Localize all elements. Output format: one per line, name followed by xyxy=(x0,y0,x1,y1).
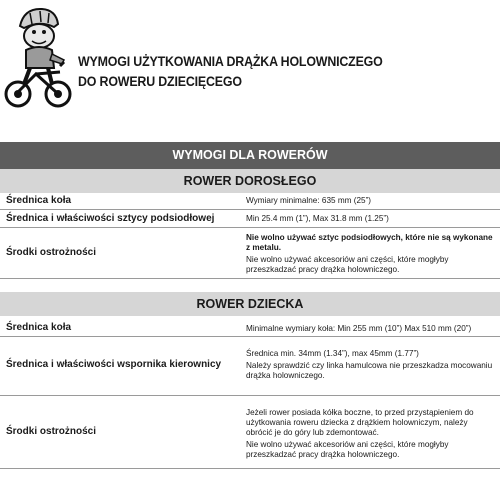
row-value: Wymiary minimalne: 635 mm (25”) xyxy=(246,196,372,205)
title-line-1: WYMOGI UŻYTKOWANIA DRĄŻKA HOLOWNICZEGO xyxy=(78,54,383,69)
table-row xyxy=(0,396,500,469)
row-value: Minimalne wymiary koła: Min 255 mm (10”) Max 510 mm (20”) xyxy=(246,324,472,333)
table-row xyxy=(0,228,500,279)
page-title xyxy=(78,52,383,92)
row-value-note: Nie wolno używać akcesoriów ani części, które mogłyby przeszkadzać pracy drążka holowniczego. xyxy=(246,255,449,274)
row-value-note: Nie wolno używać akcesoriów ani części, które mogłyby przeszkadzać pracy drążka holowniczego. xyxy=(246,440,449,459)
row-value-note: Należy sprawdzić czy linka hamulcowa nie przeszkadza mocowaniu drążka holowniczego. xyxy=(246,361,493,380)
row-value xyxy=(246,408,494,462)
row-value-main: Jeżeli rower posiada kółka boczne, to przed przystąpieniem do użytkowania roweru dziecka z drążkiem holowniczym, należy obrócić je do góry lub zdemontować. xyxy=(246,408,474,437)
row-label: Średnica i właściwości wspornika kierownicy xyxy=(6,359,222,370)
title-line-2: DO ROWERU DZIECIĘCEGO xyxy=(78,74,242,89)
table-row xyxy=(0,316,500,337)
row-value xyxy=(246,233,494,277)
child-bike-header: ROWER DZIECKA xyxy=(0,292,500,316)
row-value-warning: Nie wolno używać sztyc podsiodłowych, które nie są wykonane z metalu. xyxy=(246,233,493,252)
main-header: WYMOGI DLA ROWERÓW xyxy=(0,142,500,169)
row-label: Środki ostrożności xyxy=(6,247,97,258)
row-value xyxy=(246,349,494,383)
row-label: Środki ostrożności xyxy=(6,426,97,437)
row-label: Średnica koła xyxy=(6,322,72,333)
row-label: Średnica koła xyxy=(6,195,72,206)
table-row xyxy=(0,210,500,228)
row-label: Średnica i właściwości sztycy podsiodłowej xyxy=(6,213,215,224)
table-row xyxy=(0,193,500,210)
adult-bike-header: ROWER DOROSŁEGO xyxy=(0,169,500,193)
child-on-bike-logo-icon xyxy=(4,4,72,112)
table-row xyxy=(0,337,500,396)
row-value: Min 25.4 mm (1”), Max 31.8 mm (1.25”) xyxy=(246,214,389,223)
row-value-main: Średnica min. 34mm (1.34”), max 45mm (1.77”) xyxy=(246,349,419,358)
